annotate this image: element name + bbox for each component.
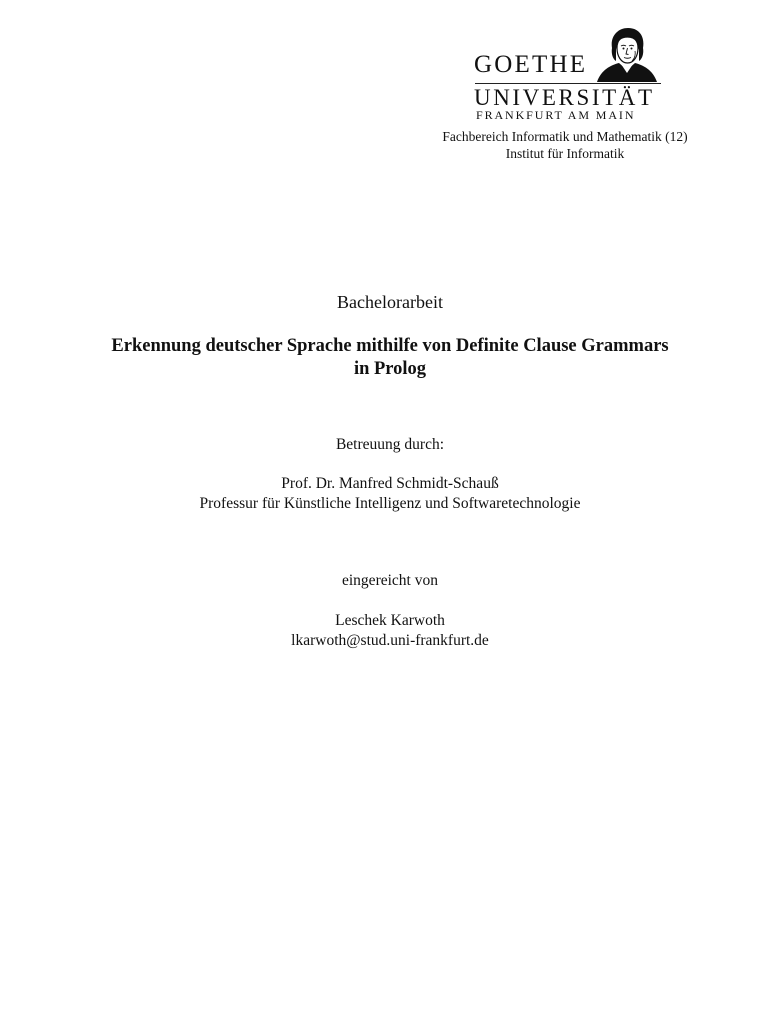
logo-wordmark-city: FRANKFURT AM MAIN	[476, 108, 636, 122]
author-name: Leschek Karwoth	[335, 612, 445, 629]
document-type: Bachelorarbeit	[337, 292, 443, 312]
university-logo	[472, 26, 664, 122]
author-email: lkarwoth@stud.uni-frankfurt.de	[291, 632, 489, 649]
logo-wordmark-goethe: GOETHE	[474, 51, 588, 78]
supervisor-chair: Professur für Künstliche Intelligenz und Softwaretechnologie	[199, 495, 581, 512]
logo-divider	[475, 83, 661, 84]
logo-wordmark-universitaet: UNIVERSITÄT	[474, 85, 655, 110]
thesis-title-line-2: in Prolog	[353, 359, 427, 379]
thesis-title-line-1: Erkennung deutscher Sprache mithilfe von Definite Clause Grammars	[111, 336, 669, 356]
thesis-title	[0, 335, 770, 381]
department-line: Fachbereich Informatik und Mathematik (12)	[442, 129, 688, 144]
supervision-label: Betreuung durch:	[335, 436, 445, 453]
goethe-portrait-icon	[595, 26, 659, 82]
submitted-by-label: eingereicht von	[342, 572, 438, 589]
institute-line: Institut für Informatik	[505, 146, 625, 161]
supervisor-name: Prof. Dr. Manfred Schmidt-Schauß	[281, 475, 499, 492]
